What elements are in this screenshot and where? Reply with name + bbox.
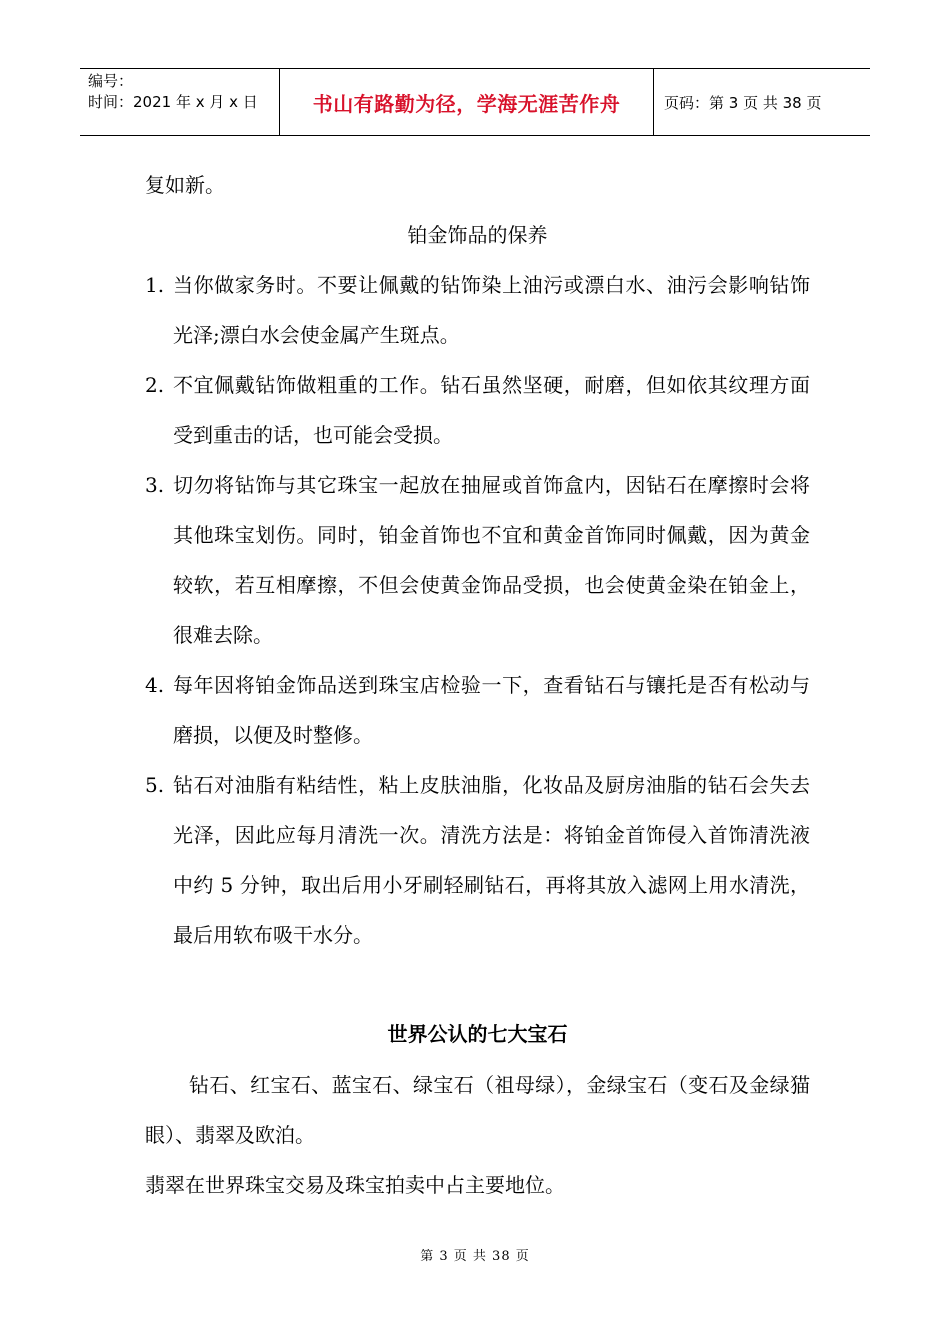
- care-tips-list: [145, 260, 810, 960]
- list-item-number: 4.: [145, 673, 165, 697]
- seven-gems-list-paragraph: 钻石、红宝石、蓝宝石、绿宝石（祖母绿），金绿宝石（变石及金绿猫眼）、翡翠及欧泊。: [145, 1073, 810, 1147]
- section-title-platinum-care: 铂金饰品的保养: [407, 223, 548, 247]
- list-item-text: 钻石对油脂有粘结性，粘上皮肤油脂，化妆品及厨房油脂的钻石会失去光泽，因此应每月清洗一次。清洗方法是：将铂金首饰侵入首饰清洗液中约 5 分钟，取出后用小牙刷轻刷钻石，再将其放入滤网上用水清洗，最后用软布吸干水分。: [173, 773, 810, 947]
- list-item: [145, 460, 810, 660]
- document-body: [145, 160, 810, 1210]
- list-item: [145, 260, 810, 360]
- header-meta-cell: [80, 69, 280, 135]
- list-item-text: 不宜佩戴钻饰做粗重的工作。钻石虽然坚硬，耐磨，但如依其纹理方面受到重击的话，也可能会受损。: [173, 373, 810, 447]
- list-item: [145, 660, 810, 760]
- list-item-text: 当你做家务时。不要让佩戴的钻饰染上油污或漂白水、油污会影响钻饰光泽;漂白水会使金属产生斑点。: [173, 273, 810, 347]
- section-title-seven-gems: 世界公认的七大宝石: [387, 1022, 568, 1046]
- document-date: 时间：2021 年 x 月 x 日: [88, 93, 258, 111]
- list-item-number: 5.: [145, 773, 165, 797]
- list-item-number: 2.: [145, 373, 165, 397]
- document-number-label: 编号：: [88, 72, 134, 90]
- list-item-text: 每年因将铂金饰品送到珠宝店检验一下，查看钻石与镶托是否有松动与磨损，以便及时整修。: [173, 673, 810, 747]
- page-footer: 第 3 页 共 38 页: [420, 1249, 530, 1264]
- continuation-text: 复如新。: [145, 173, 225, 197]
- list-item-text: 切勿将钻饰与其它珠宝一起放在抽屉或首饰盒内，因钻石在摩擦时会将其他珠宝划伤。同时，铂金首饰也不宜和黄金首饰同时佩戴，因为黄金较软，若互相摩擦，不但会使黄金饰品受损，也会使黄金染在铂金上，很难去除。: [173, 473, 810, 647]
- list-item: [145, 360, 810, 460]
- list-item-number: 1.: [145, 273, 165, 297]
- page-header: [80, 68, 870, 136]
- jade-note-paragraph: 翡翠在世界珠宝交易及珠宝拍卖中占主要地位。: [145, 1173, 565, 1197]
- list-item-number: 3.: [145, 473, 165, 497]
- header-motto: 书山有路勤为径，学海无涯苦作舟: [280, 69, 654, 135]
- list-item: [145, 760, 810, 960]
- header-page-info: 页码：第 3 页 共 38 页: [664, 93, 822, 112]
